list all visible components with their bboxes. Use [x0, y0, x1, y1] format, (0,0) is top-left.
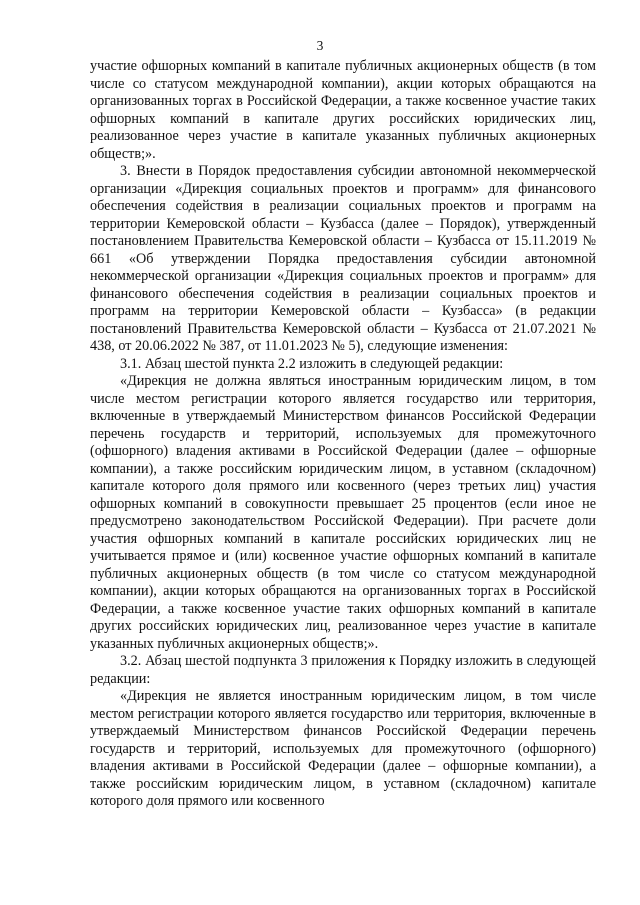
page-number: 3 [316, 38, 324, 53]
paragraph-item-3: 3. Внести в Порядок предоставления субсидии автономной некоммерческой организации «Дирекция социальных проектов и программ» для финансового обеспечения содействия в реализации социальных проектов и программ на территории Кемеровской области – Кузбасса (далее – Порядок), утвержденный постановлением Правительства Кемеровской области – Кузбасса от 15.11.2019 № 661 «Об утверждении Порядка предоставления субсидии автономной некоммерческой организации «Дирекция социальных проектов и программ» для финансового обеспечения содействия в реализации социальных проектов и программ на территории Кемеровской области – Кузбасса» (в редакции постановлений Правительства Кемеровской области – Кузбасса от 21.07.2021 № 438, от 20.06.2022 № 387, от 11.01.2023 № 5), следующие изменения: [90, 163, 596, 354]
paragraph-quote-3-2: «Дирекция не является иностранным юридическим лицом, в том числе местом регистрации которого является государство или территория, включенные в утверждаемый Министерством финансов Российской Федерации перечень государств и территорий, используемых для промежуточного (офшорного) владения активами в Российской Федерации (далее – офшорные компании), а также российским юридическим лицом, в уставном (складочном) капитале которого доля прямого или косвенного [90, 688, 596, 809]
paragraph-continuation: участие офшорных компаний в капитале публичных акционерных обществ (в том числе со статусом международной компании), акции которых обращаются на организованных торгах в Российской Федерации, а также косвенное участие таких офшорных компаний в капитале других российских юридических лиц, реализованное через участие в капитале указанных публичных акционерных обществ;». [90, 58, 596, 162]
paragraph-item-3-2: 3.2. Абзац шестой подпункта 3 приложения к Порядку изложить в следующей редакции: [90, 653, 596, 687]
document-body [90, 58, 596, 811]
paragraph-item-3-1: 3.1. Абзац шестой пункта 2.2 изложить в следующей редакции: [120, 355, 504, 372]
paragraph-quote-3-1: «Дирекция не должна являться иностранным юридическим лицом, в том числе местом регистрации которого является государство или территория, включенные в утверждаемый Министерством финансов Российской Федерации перечень государств и территорий, используемых для промежуточного (офшорного) владения активами в Российской Федерации (далее – офшорные компании), а также российским юридическим лицом, в уставном (складочном) капитале которого доля прямого или косвенного (через третьих лиц) участия офшорных компаний в совокупности превышает 25 процентов (если иное не предусмотрено законодательством Российской Федерации). При расчете доли участия офшорных компаний в капитале российских юридических лиц не учитывается прямое и (или) косвенное участие офшорных компаний в капитале публичных акционерных обществ (в том числе со статусом международной компании), акции которых обращаются на организованных торгах в Российской Федерации, а также косвенное участие таких офшорных компаний в капитале других российских юридических лиц, реализованное через участие в капитале указанных публичных акционерных обществ;». [90, 373, 596, 652]
